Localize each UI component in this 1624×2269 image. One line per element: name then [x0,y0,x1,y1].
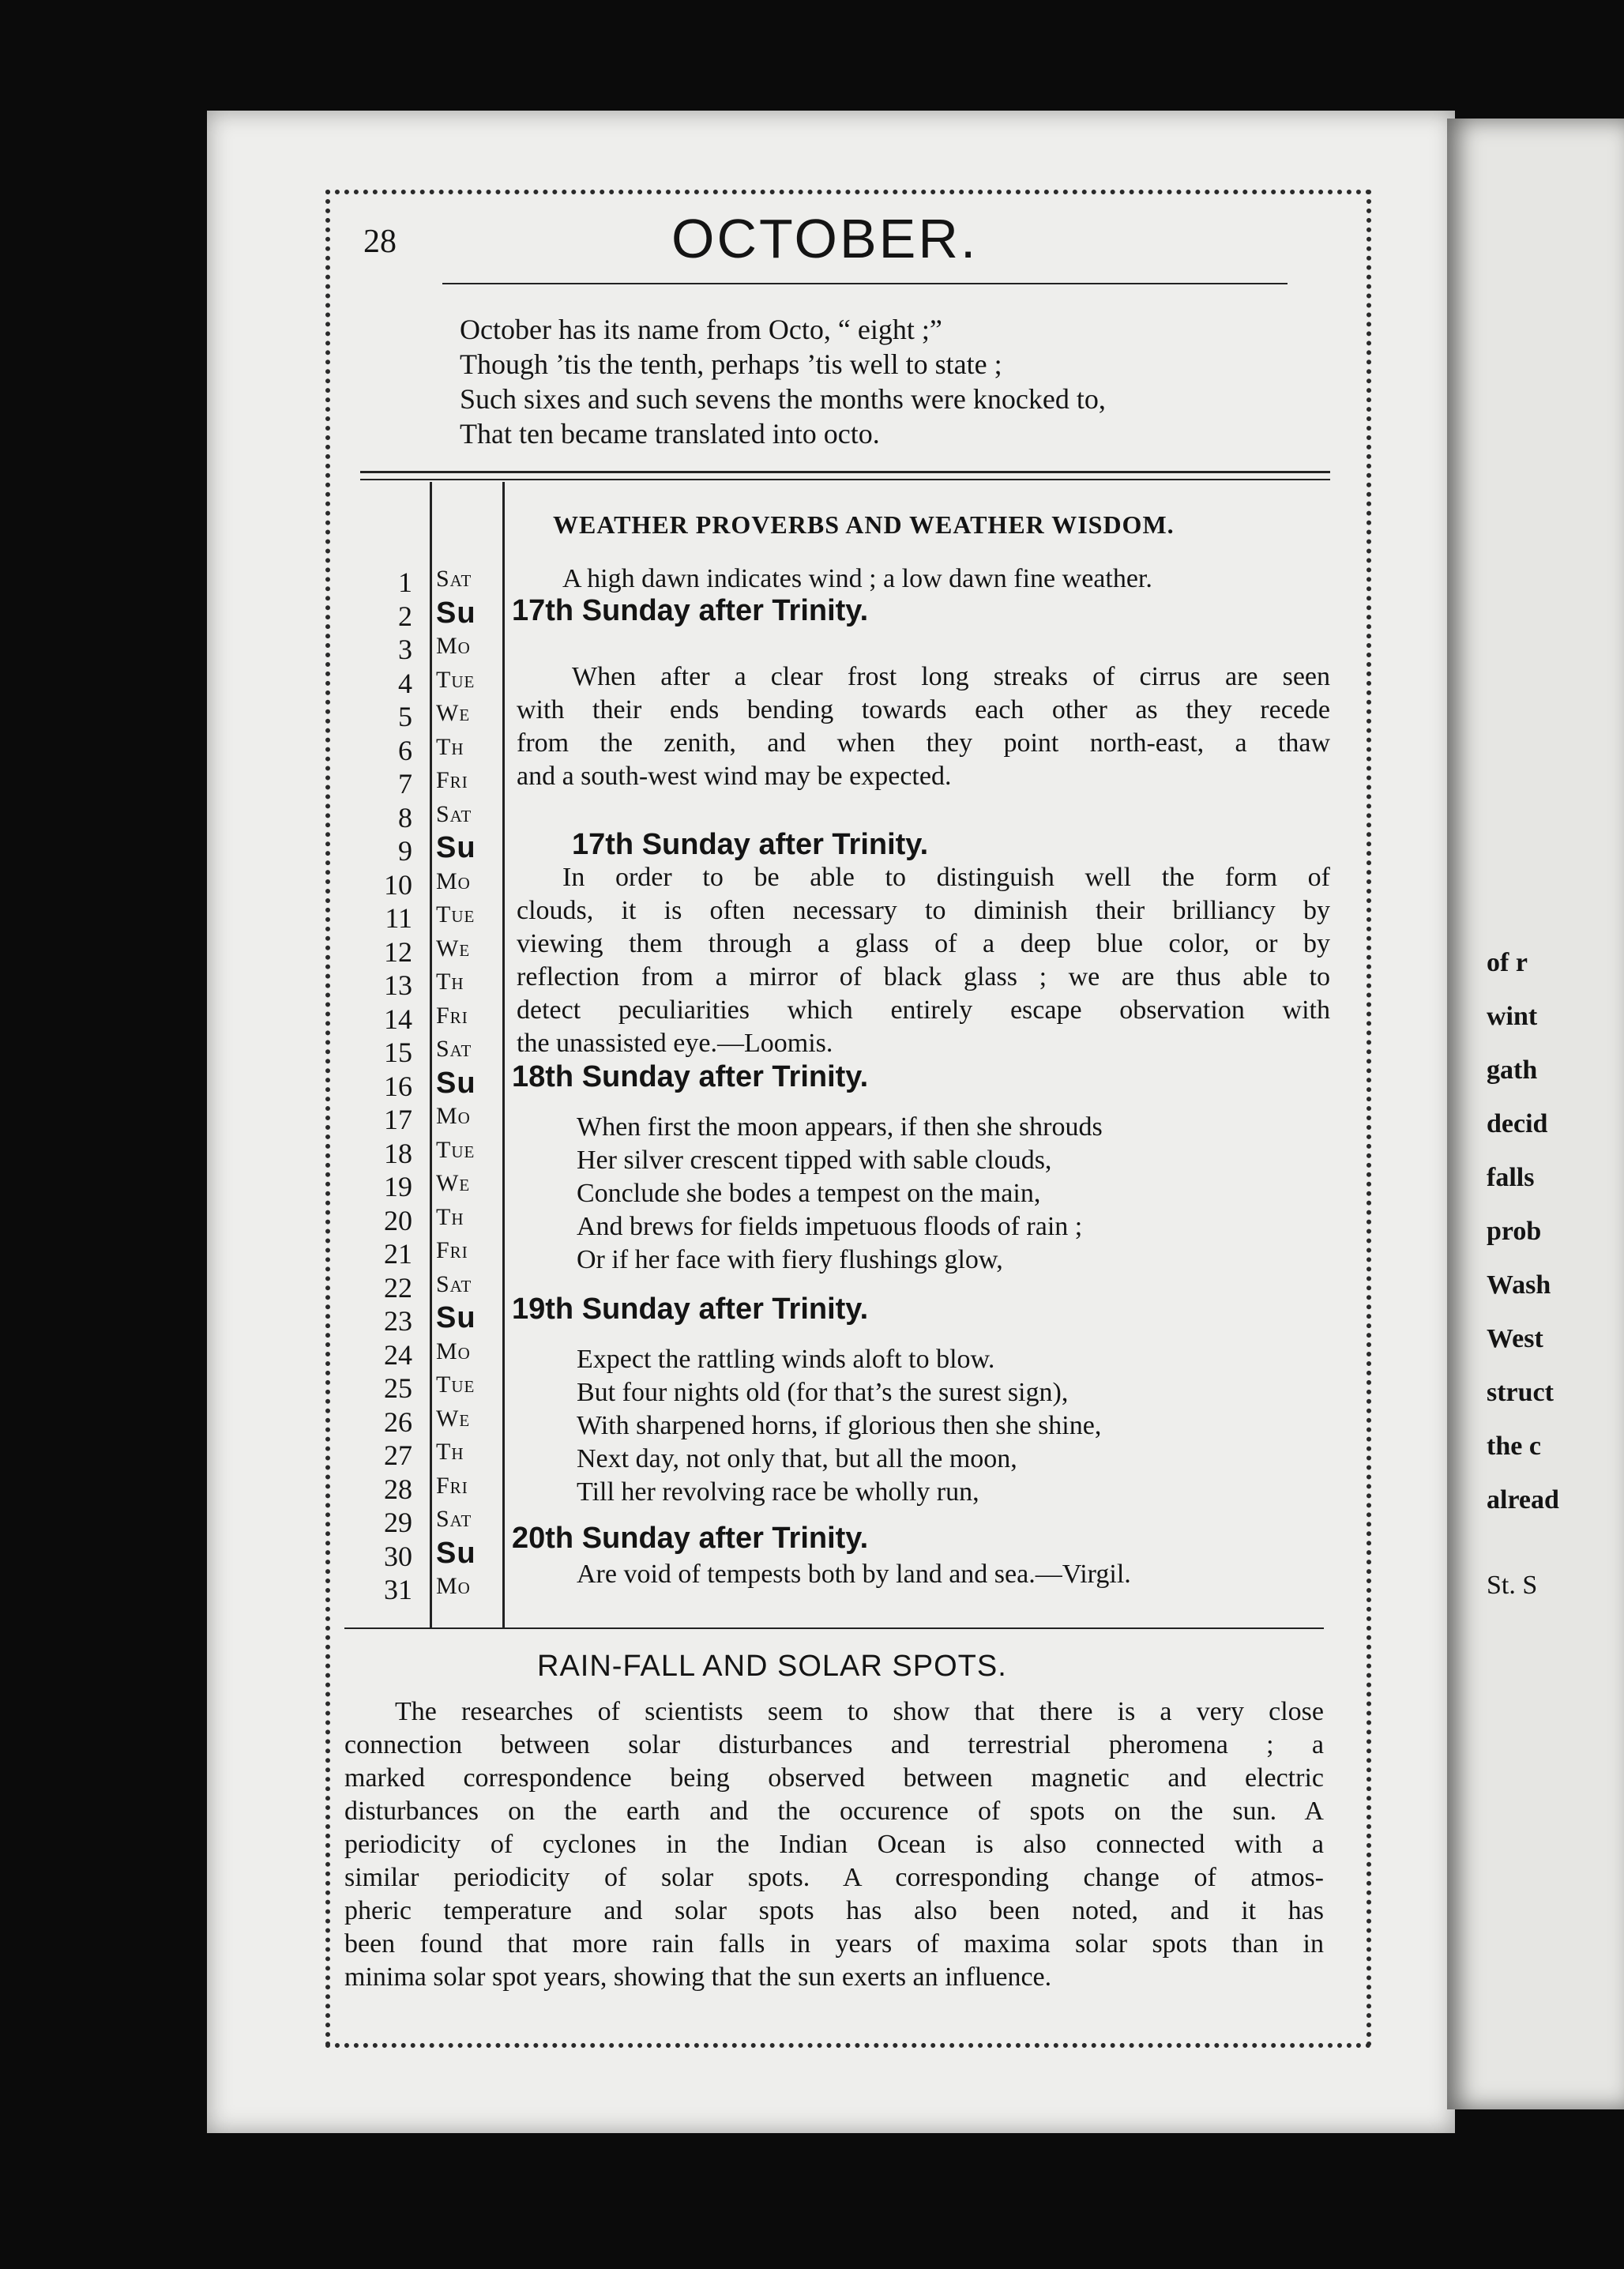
day-abbreviation: Su [436,1301,476,1334]
day-number: 8 [398,801,412,833]
title-rule [442,283,1288,284]
day-abbreviation: Fri [436,1237,468,1263]
facing-fragment: falls [1487,1163,1535,1192]
proverb-high-dawn: A high dawn indicates wind ; a low dawn fine weather. [562,564,1152,593]
poem-line-4: That ten became translated into octo. [460,418,880,450]
day-row [348,1439,521,1472]
sunday-heading: 19th Sunday after Trinity. [512,1293,869,1326]
day-number: 28 [384,1473,412,1505]
day-row [348,1338,521,1372]
poem-line-3: Such sixes and such sevens the months were knocked to, [460,383,1106,415]
day-abbreviation: Tue [436,1372,476,1398]
day-number: 18 [384,1137,412,1169]
day-number: 2 [398,600,412,632]
day-number: 11 [385,902,412,934]
section-rule [344,1627,1324,1629]
day-abbreviation: Sat [436,1506,472,1532]
day-abbreviation: Mo [436,633,471,659]
prose-line: from the zenith, and when they point north-east, a thaw [517,728,1330,758]
day-number: 3 [398,634,412,665]
day-abbreviation: Fri [436,1472,468,1499]
facing-fragment: prob [1487,1217,1542,1246]
day-number: 21 [384,1238,412,1270]
verse-line: Are void of tempests both by land and sea.—Virgil. [577,1560,1131,1589]
paragraph-line: disturbances on the earth and the occurence of spots on the sun. A [344,1797,1324,1826]
day-row [348,1372,521,1405]
day-number: 5 [398,701,412,732]
prose-line: viewing them through a glass of a deep blue color, or by [517,929,1330,958]
day-abbreviation: Th [436,969,464,995]
facing-fragment: struct [1487,1378,1554,1407]
verse-line: When first the moon appears, if then she shrouds [577,1112,1103,1142]
verse-line: But four nights old (for that’s the surest sign), [577,1378,1069,1407]
day-number: 26 [384,1405,412,1438]
prose-line: detect peculiarities which entirely escape observation with [517,995,1330,1025]
day-abbreviation: Sat [436,1036,472,1062]
day-abbreviation: Tue [436,666,476,693]
day-abbreviation: Su [436,1536,476,1570]
sunday-heading: 18th Sunday after Trinity. [512,1060,869,1093]
day-abbreviation: Sat [436,566,472,592]
day-row [348,1237,521,1270]
day-abbreviation: Mo [436,1573,471,1599]
verse-line: Till her revolving race be wholly run, [577,1477,979,1507]
day-row [348,969,521,1002]
day-row [348,1137,521,1170]
verse-line: Or if her face with fiery flushings glow, [577,1245,1003,1274]
day-number: 31 [384,1574,412,1605]
paragraph-line: minima solar spot years, showing that the sun exerts an influence. [344,1962,1052,1992]
day-abbreviation: Th [436,1203,464,1230]
paragraph-line: pheric temperature and solar spots has also been noted, and it has [344,1896,1324,1925]
verse-line: Expect the rattling winds aloft to blow. [577,1345,995,1374]
day-row [348,831,521,867]
sunday-heading: 17th Sunday after Trinity. [572,828,929,861]
day-row [348,633,521,666]
day-abbreviation: Th [436,1439,464,1465]
day-abbreviation: Th [436,733,464,760]
day-abbreviation: Tue [436,901,476,928]
day-abbreviation: Su [436,596,476,630]
day-number: 29 [384,1507,412,1538]
paragraph-line: similar periodicity of solar spots. A corresponding change of atmos- [344,1863,1324,1892]
day-row [348,767,521,800]
facing-fragment: alread [1487,1485,1559,1515]
day-row [348,1066,521,1103]
verse-line: With sharpened horns, if glorious then she shine, [577,1411,1102,1440]
prose-line: In order to be able to distinguish well the form of [562,863,1330,892]
facing-fragment: the c [1487,1432,1541,1461]
day-row [348,1036,521,1069]
prose-line: clouds, it is often necessary to diminish their brilliancy by [517,896,1330,925]
prose-line: the unassisted eye.—Loomis. [517,1029,833,1058]
day-abbreviation: Mo [436,1103,471,1129]
paragraph-line: periodicity of cyclones in the Indian Ocean is also connected with a [344,1830,1324,1859]
sunday-heading: 17th Sunday after Trinity. [512,594,869,627]
day-row [348,1103,521,1136]
weather-heading: WEATHER PROVERBS AND WEATHER WISDOM. [553,510,1175,539]
verse-line: Her silver crescent tipped with sable clouds, [577,1146,1052,1175]
paragraph-line: connection between solar disturbances and terrestrial pheromena ; a [344,1730,1324,1759]
day-number: 12 [384,935,412,968]
day-abbreviation: We [436,1405,471,1432]
facing-fragment: wint [1487,1002,1538,1031]
day-number: 27 [384,1439,412,1471]
verse-line: Next day, not only that, but all the moon, [577,1444,1017,1473]
day-number: 4 [398,667,412,699]
day-number: 16 [384,1070,412,1102]
prose-line: When after a clear frost long streaks of cirrus are seen [572,662,1330,691]
day-number: 14 [384,1003,412,1035]
day-number: 20 [384,1204,412,1236]
day-number: 10 [384,868,412,901]
day-abbreviation: Su [436,1066,476,1100]
day-row [348,566,521,599]
day-row [348,935,521,969]
prose-line: and a south-west wind may be expected. [517,762,952,791]
day-row [348,1204,521,1237]
paragraph-line: marked correspondence being observed between magnetic and electric [344,1763,1324,1793]
poem-line-1-text: October has its name from Octo, “ eight ;” [460,314,942,345]
day-number: 24 [384,1338,412,1371]
day-abbreviation: Su [436,831,476,864]
poem-line-2: Though ’tis the tenth, perhaps ’tis well to state ; [460,348,1002,380]
poem-line-1 [460,313,942,346]
day-abbreviation: We [436,700,471,726]
day-number: 15 [384,1037,412,1068]
day-row [348,1170,521,1203]
day-number: 22 [384,1271,412,1304]
facing-fragment: St. S [1487,1571,1538,1600]
day-number: 7 [398,768,412,800]
day-row [348,1536,521,1573]
rainfall-heading: RAIN-FALL AND SOLAR SPOTS. [537,1650,1007,1683]
day-abbreviation: Fri [436,1002,468,1029]
day-row [348,1506,521,1539]
day-row [348,734,521,767]
verse-line: Conclude she bodes a tempest on the main, [577,1179,1041,1208]
double-rule-top [360,471,1330,473]
paragraph-line: The researches of scientists seem to show that there is a very close [395,1697,1324,1726]
day-number: 6 [398,734,412,766]
facing-page [1447,119,1624,2109]
day-number: 1 [398,566,412,598]
paragraph-line: been found that more rain falls in years of maxima solar spots than in [344,1929,1324,1959]
day-number: 25 [384,1372,412,1404]
sunday-heading: 20th Sunday after Trinity. [512,1522,869,1555]
facing-fragment: gath [1487,1055,1538,1085]
facing-fragment: West [1487,1324,1543,1353]
facing-fragment: decid [1487,1109,1548,1138]
day-number: 30 [384,1540,412,1572]
day-row [348,901,521,935]
prose-line: with their ends bending towards each other as they recede [517,695,1330,724]
day-row [348,1271,521,1304]
day-number: 9 [398,835,412,867]
day-row [348,1573,521,1606]
day-abbreviation: We [436,1170,471,1196]
day-row [348,667,521,700]
day-abbreviation: Mo [436,1338,471,1364]
day-row [348,596,521,633]
day-row [348,700,521,733]
page-number: 28 [363,224,397,260]
verse-line: And brews for fields impetuous floods of rain ; [577,1212,1083,1241]
day-abbreviation: Tue [436,1136,476,1163]
day-row [348,1301,521,1338]
day-number: 19 [384,1171,412,1202]
day-abbreviation: Mo [436,867,471,894]
prose-line: reflection from a mirror of black glass ; we are thus able to [517,962,1330,992]
day-abbreviation: We [436,935,471,961]
facing-fragment: Wash [1487,1270,1551,1300]
month-title: OCTOBER. [671,208,979,269]
double-rule-bottom [360,479,1330,480]
day-row [348,868,521,901]
facing-fragment: of r [1487,948,1528,977]
day-number: 13 [384,969,412,1001]
day-row [348,1405,521,1439]
day-abbreviation: Sat [436,800,472,827]
day-abbreviation: Sat [436,1270,472,1297]
day-number: 17 [384,1104,412,1135]
day-row [348,1003,521,1036]
day-number: 23 [384,1305,412,1337]
day-abbreviation: Fri [436,767,468,793]
day-row [348,801,521,834]
day-row [348,1473,521,1506]
